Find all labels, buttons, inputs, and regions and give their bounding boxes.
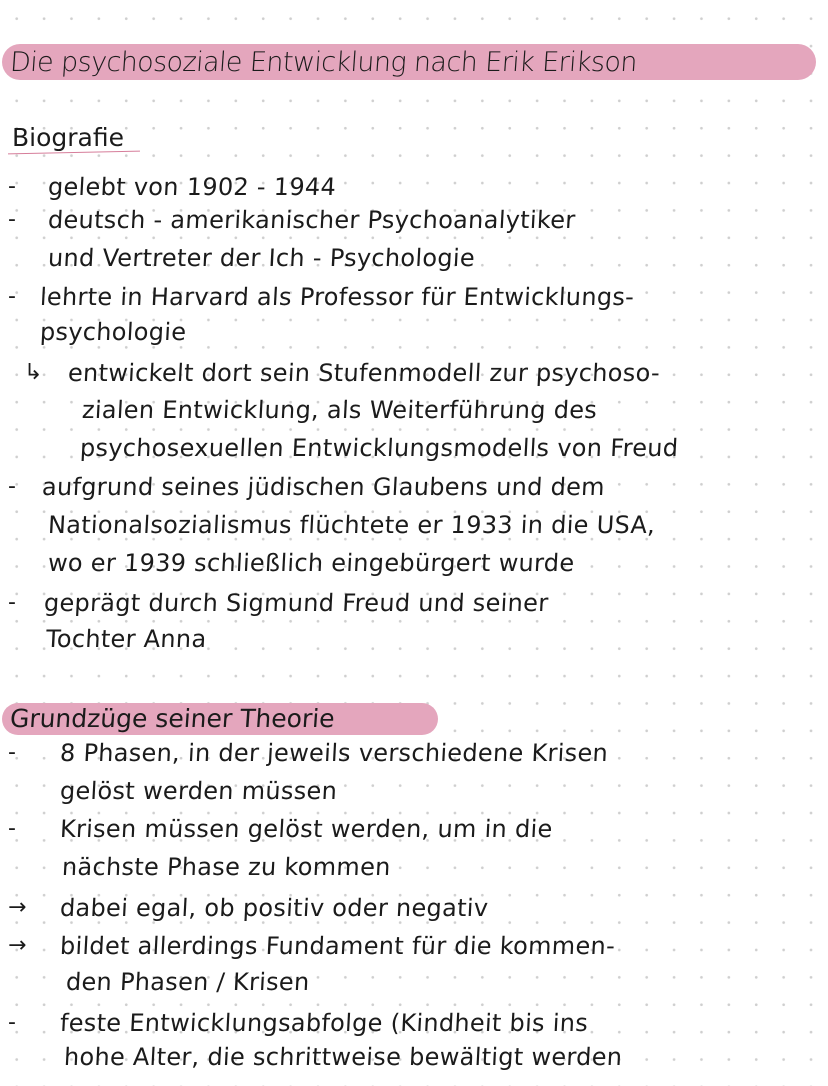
page-title: Die psychosoziale Entwicklung nach Erik Erikson [8,47,638,78]
biografie-line: Tochter Anna [45,625,208,653]
theorie-line: nächste Phase zu kommen [61,853,392,881]
dash-bullet: - [8,474,16,499]
dash-bullet: - [8,174,16,199]
biografie-line: psychologie [39,318,188,346]
biografie-line: gelebt von 1902 - 1944 [47,173,337,201]
biografie-line: geprägt durch Sigmund Freud und seiner [43,589,550,617]
biografie-line: deutsch - amerikanischer Psychoanalytiker [47,206,577,234]
biografie-line: psychosexuellen Entwicklungsmodells von Freud [79,434,680,462]
arrow-bullet-icon: ↳ [24,360,43,385]
dash-bullet: - [8,284,16,309]
theorie-line: gelöst werden müssen [59,777,338,805]
theorie-line: 8 Phasen, in der jeweils verschiedene Krisen [59,739,609,767]
biografie-line: und Vertreter der Ich - Psychologie [47,244,476,272]
dash-bullet: - [8,1010,16,1035]
theorie-line: bildet allerdings Fundament für die kommen- [59,932,616,960]
theorie-line: Krisen müssen gelöst werden, um in die [59,815,554,843]
theorie-heading: Grundzüge seiner Theorie [9,704,336,733]
biografie-line: wo er 1939 schließlich eingebürgert wurde [47,549,576,577]
biografie-line: lehrte in Harvard als Professor für Entwicklungs- [39,283,635,311]
theorie-line: dabei egal, ob positiv oder negativ [59,894,490,922]
dash-bullet: - [8,207,16,232]
theorie-line: den Phasen / Krisen [65,968,311,996]
arrow-bullet-icon: → [8,933,27,958]
dash-bullet: - [8,740,16,765]
dash-bullet: - [8,590,16,615]
theorie-line: feste Entwicklungsabfolge (Kindheit bis ins [59,1009,589,1037]
biografie-heading: Biografie [12,123,124,152]
dash-bullet: - [8,816,16,841]
theorie-line: hohe Alter, die schrittweise bewältigt werden [63,1043,624,1071]
biografie-line: aufgrund seines jüdischen Glaubens und dem [41,473,606,501]
arrow-bullet-icon: → [8,895,27,920]
biografie-line: entwickelt dort sein Stufenmodell zur psychoso- [67,359,661,387]
biografie-line: zialen Entwicklung, als Weiterführung des [81,396,598,424]
biografie-line: Nationalsozialismus flüchtete er 1933 in die USA, [47,511,656,539]
